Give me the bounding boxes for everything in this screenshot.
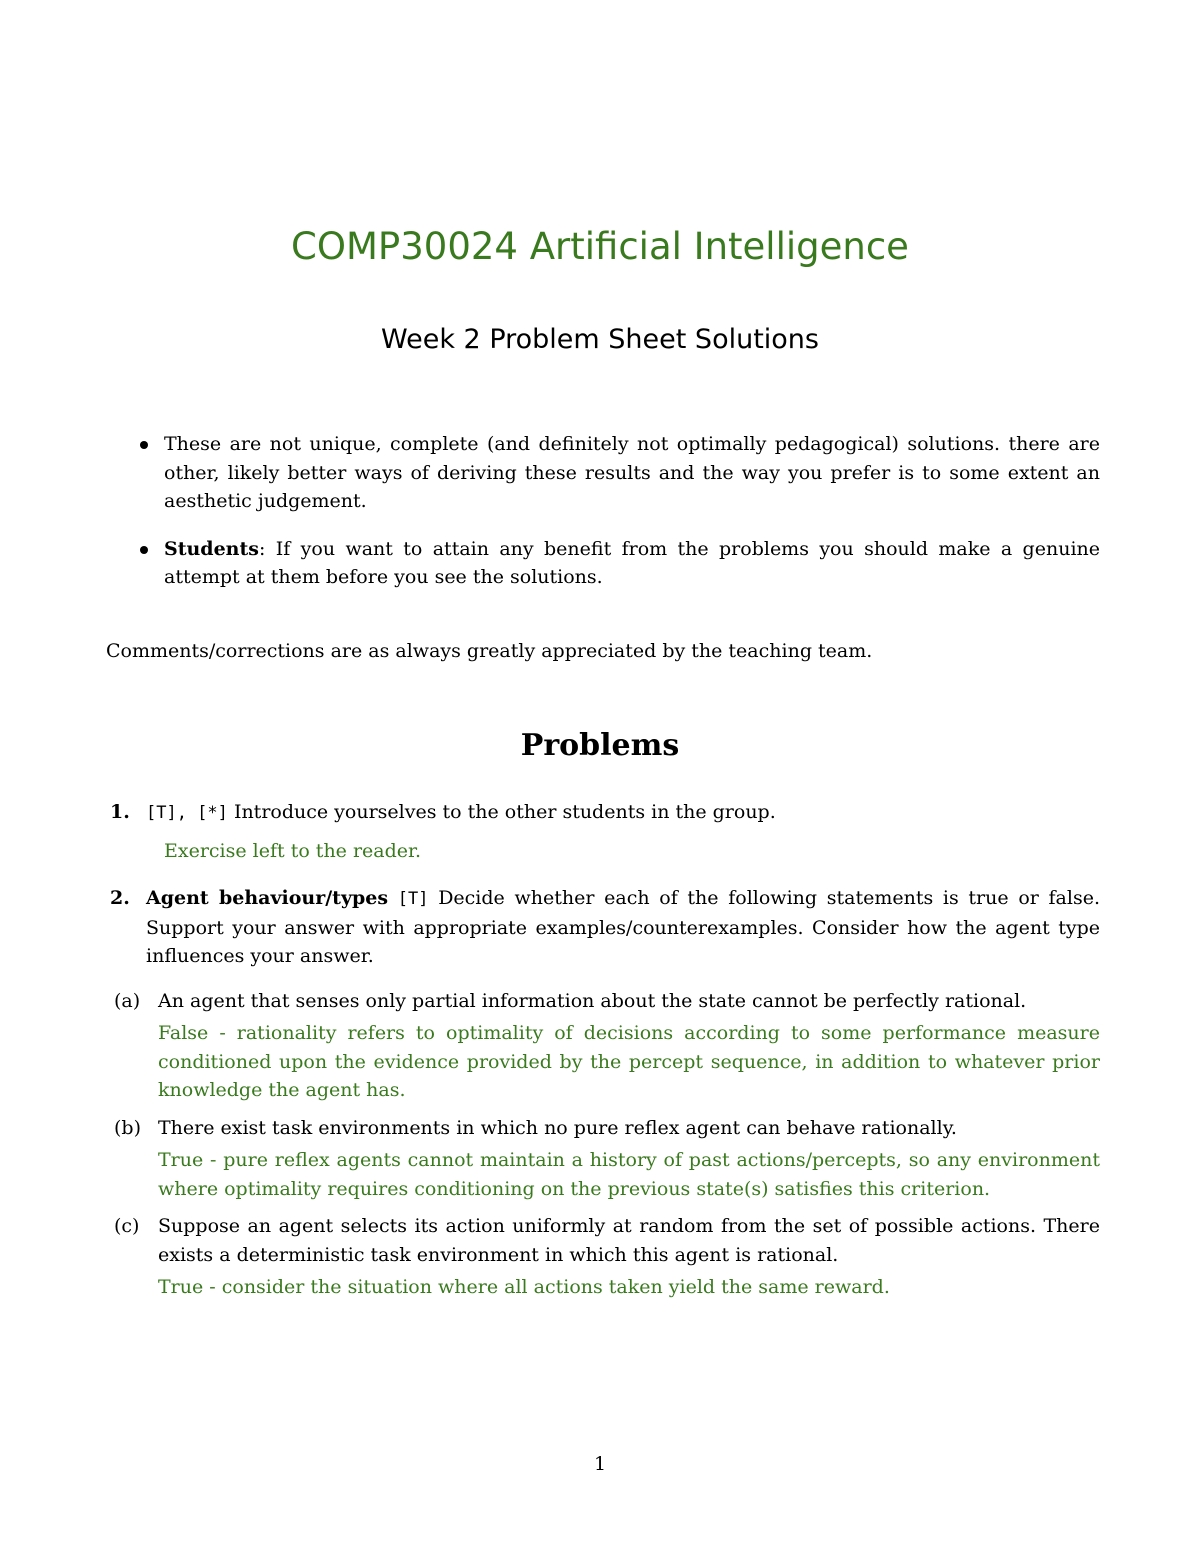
problem-number: 1.	[110, 801, 130, 823]
note-text: These are not unique, complete (and definitely not optimally pedagogical) solutions. there are other, likely better ways of deriving these results and the way you prefer is to some extent an aesthetic judgement.	[164, 433, 1100, 512]
subitem-label: (c)	[114, 1215, 140, 1237]
bullet-icon	[140, 546, 148, 554]
subitem-b	[114, 1114, 1100, 1204]
problem-answer: Exercise left to the reader.	[164, 839, 422, 862]
problem-tags: [T], [*]	[146, 803, 228, 823]
bullet-icon	[140, 441, 148, 449]
subitem-text: There exist task environments in which no pure reflex agent can behave rationally.	[158, 1116, 957, 1139]
subitem-text: An agent that senses only partial information about the state cannot be perfectly rational.	[158, 989, 1027, 1012]
problem-statement-first	[146, 884, 1100, 971]
comments-line: Comments/corrections are as always greatly appreciated by the teaching team.	[106, 640, 873, 662]
note-item	[140, 430, 1100, 516]
note-bold-prefix: Students	[164, 537, 259, 560]
subitem-list	[114, 987, 1100, 1302]
problem-1	[110, 798, 1100, 865]
section-title: Problems	[520, 728, 680, 763]
problem-2	[110, 884, 1100, 1311]
subitem-answer: True - consider the situation where all actions taken yield the same reward.	[158, 1276, 890, 1298]
subitem-text: Suppose an agent selects its action uniformly at random from the set of possible actions. There exists a deterministic task environment in which this agent is rational.	[158, 1215, 1100, 1266]
notes-list	[140, 430, 1100, 611]
subitem-answer: True - pure reflex agents cannot maintain a history of past actions/percepts, so any environment where optimality requires conditioning on the previous state(s) satisfies this criterion.	[158, 1149, 1100, 1200]
subitem-answer: False - rationality refers to optimality of decisions according to some performance measure conditioned upon the evidence provided by the percept sequence, in addition to whatever prior knowledge the agent has.	[158, 1022, 1100, 1101]
document-subtitle: Week 2 Problem Sheet Solutions	[381, 324, 819, 355]
problem-text: Introduce yourselves to the other students in the group.	[233, 801, 776, 823]
problem-text: Decide whether each of the following statements is true or false. Support your answer with appropriate examples/counterexamples. Consider how the agent type influences your answer.	[146, 887, 1101, 967]
subitem-label: (a)	[114, 989, 141, 1012]
note-text: : If you want to attain any benefit from the problems you should make a genuine attempt at them before you see the solutions.	[164, 537, 1100, 588]
document-title: COMP30024 Artificial Intelligence	[291, 225, 909, 268]
problem-heading: Agent behaviour/types	[146, 887, 389, 909]
subitem-label: (b)	[114, 1116, 141, 1139]
page-number: 1	[593, 1453, 607, 1475]
note-item	[140, 535, 1100, 592]
subitem-a	[114, 987, 1100, 1105]
problem-tags: [T]	[397, 889, 429, 909]
subitem-c	[114, 1212, 1100, 1302]
problem-number: 2.	[110, 887, 130, 909]
problem-statement	[146, 798, 1100, 828]
